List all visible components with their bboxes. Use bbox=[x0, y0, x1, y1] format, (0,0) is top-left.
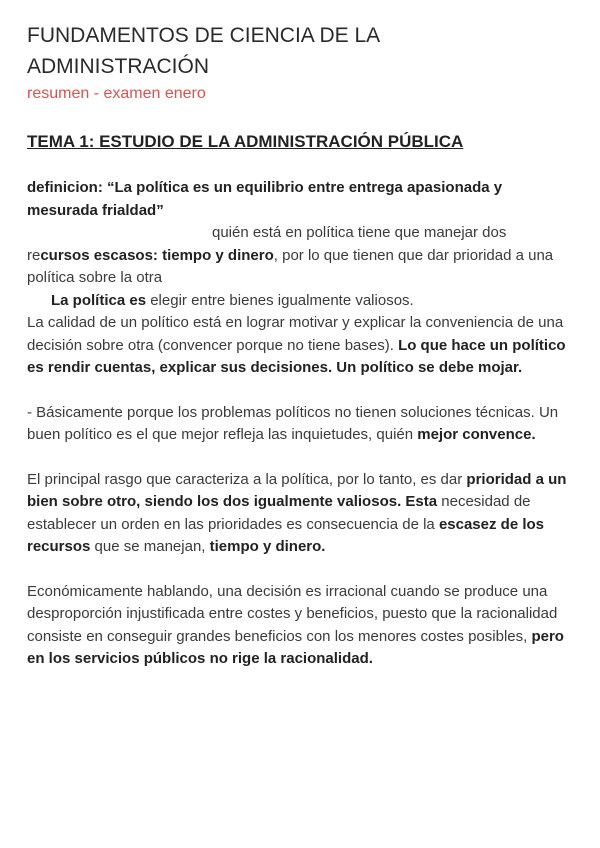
title-line-2: ADMINISTRACIÓN bbox=[27, 55, 210, 78]
document-subtitle: resumen - examen enero bbox=[27, 85, 206, 102]
economico-bold: pero en los servicios públicos no rige la racionalidad. bbox=[27, 627, 564, 667]
principal-bold-2: escasez de los recursos bbox=[27, 515, 545, 555]
calidad-text: La calidad de un político está en lograr motivar y explicar la conveniencia de una decisión sobre otra (convencer porque no tiene bases). bbox=[27, 314, 564, 354]
title-line-1: FUNDAMENTOS DE CIENCIA DE LA bbox=[27, 24, 381, 47]
section-heading: TEMA 1: ESTUDIO DE LA ADMINISTRACIÓN PÚBLICA bbox=[27, 132, 464, 151]
definition-line-1: quién está en política tiene que manejar dos bbox=[212, 224, 507, 241]
principal-bold-1: prioridad a un bien sobre otro, siendo los dos igualmente valiosos. Esta bbox=[27, 470, 567, 510]
economico-paragraph bbox=[27, 581, 570, 671]
economico-text: Económicamente hablando, una decisión es irracional cuando se produce una desproporción injustificada entre costes y beneficios, puesto que la racionalidad consiste en conseguir grandes beneficios con los menores costes posibles, bbox=[27, 582, 558, 645]
recursos-rest: , por lo que tienen que dar prioridad a una política sobre la otra bbox=[27, 246, 554, 286]
principal-text-2: necesidad de establecer un orden en las prioridades es consecuencia de la bbox=[27, 493, 531, 533]
calidad-paragraph bbox=[27, 312, 570, 380]
basicamente-paragraph bbox=[27, 402, 570, 447]
principal-bold-3: tiempo y dinero. bbox=[209, 538, 326, 555]
document-title bbox=[27, 20, 570, 82]
politica-bold: La política es bbox=[51, 291, 147, 309]
recursos-prefix: re bbox=[27, 246, 41, 264]
principal-paragraph bbox=[27, 469, 570, 559]
politica-paragraph bbox=[27, 290, 570, 313]
principal-text-3: que se manejan, bbox=[90, 538, 210, 555]
basicamente-bold: mejor convence. bbox=[417, 426, 536, 443]
definition-paragraph bbox=[27, 222, 570, 290]
principal-text-1: El principal rasgo que caracteriza a la política, por lo tanto, es dar bbox=[27, 470, 467, 488]
definition-quote: definicion: “La política es un equilibrio entre entrega apasionada y mesurada frialdad” bbox=[27, 179, 503, 219]
calidad-bold: Lo que hace un político es rendir cuentas, explicar sus decisiones. Un político se debe mojar. bbox=[27, 336, 566, 376]
basicamente-text: - Básicamente porque los problemas políticos no tienen soluciones técnicas. Un buen político es el que mejor refleja las inquietudes, quién bbox=[27, 403, 559, 443]
politica-rest: elegir entre bienes igualmente valiosos. bbox=[146, 291, 414, 309]
recursos-bold: cursos escasos: tiempo y dinero bbox=[40, 246, 274, 264]
